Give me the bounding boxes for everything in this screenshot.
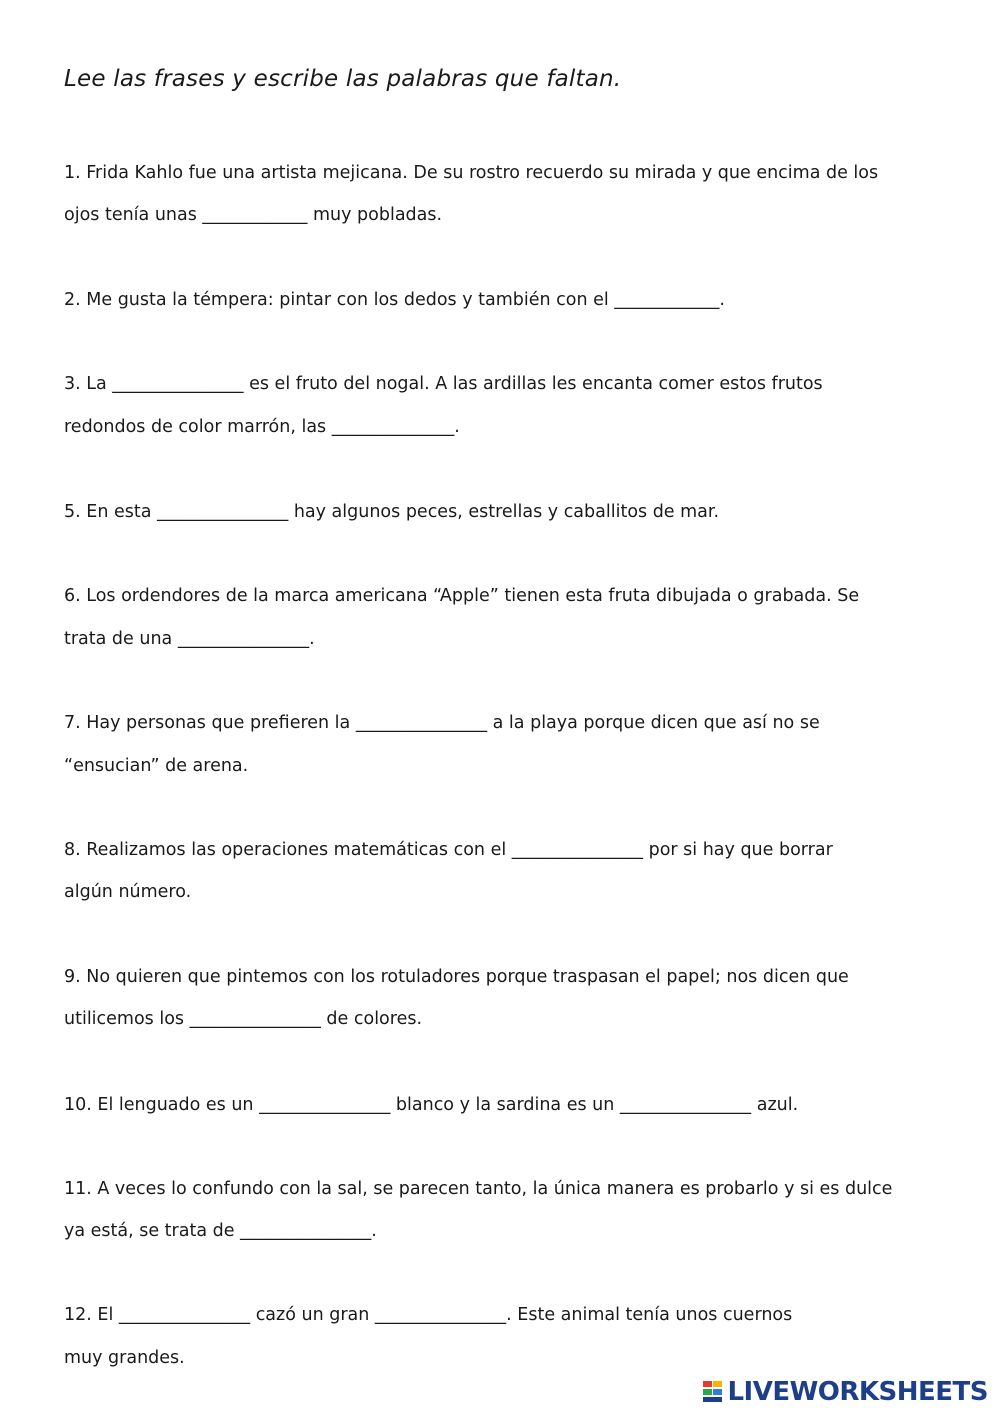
sentence-12-line-2: muy grandes. <box>64 1348 185 1368</box>
sentence-11-line-2: ya está, se trata de _______________. <box>64 1221 377 1241</box>
sentence-6-line-2: trata de una _______________. <box>64 629 315 649</box>
sentence-9-line-2: utilicemos los _______________ de colores. <box>64 1009 423 1029</box>
sentence-3-line-2: redondos de color marrón, las ______________. <box>64 417 460 437</box>
sentence-11-line-1: 11. A veces lo confundo con la sal, se parecen tanto, la única manera es probarlo y si es dulce <box>64 1179 893 1199</box>
sentence-9-line-1: 9. No quieren que pintemos con los rotuladores porque traspasan el papel; nos dicen que <box>64 967 849 987</box>
sentence-2-line-1: 2. Me gusta la témpera: pintar con los dedos y también con el ____________. <box>64 290 725 310</box>
liveworksheets-logo-icon <box>703 1381 723 1403</box>
liveworksheets-watermark <box>703 1377 988 1407</box>
sentence-8-line-1: 8. Realizamos las operaciones matemáticas con el _______________ por si hay que borrar <box>64 840 833 860</box>
liveworksheets-logo-text: LIVEWORKSHEETS <box>727 1377 988 1407</box>
sentence-1-line-2: ojos tenía unas ____________ muy pobladas. <box>64 205 443 225</box>
sentence-1-line-1: 1. Frida Kahlo fue una artista mejicana. De su rostro recuerdo su mirada y que encima de los <box>64 163 879 183</box>
sentence-7-line-1: 7. Hay personas que prefieren la _______________ a la playa porque dicen que así no se <box>64 713 820 733</box>
sentence-12-line-1: 12. El _______________ cazó un gran _______________. Este animal tenía unos cuernos <box>64 1305 793 1325</box>
sentence-10-line-1: 10. El lenguado es un _______________ blanco y la sardina es un _______________ azul. <box>64 1095 799 1115</box>
sentence-6-line-1: 6. Los ordendores de la marca americana “Apple” tienen esta fruta dibujada o grabada. Se <box>64 586 860 606</box>
sentence-3-line-1: 3. La _______________ es el fruto del nogal. A las ardillas les encanta comer estos frutos <box>64 374 823 394</box>
worksheet-title: Lee las frases y escribe las palabras que faltan. <box>64 66 622 92</box>
sentence-7-line-2: “ensucian” de arena. <box>64 756 249 776</box>
sentence-8-line-2: algún número. <box>64 882 192 902</box>
sentence-5-line-1: 5. En esta _______________ hay algunos peces, estrellas y caballitos de mar. <box>64 502 720 522</box>
